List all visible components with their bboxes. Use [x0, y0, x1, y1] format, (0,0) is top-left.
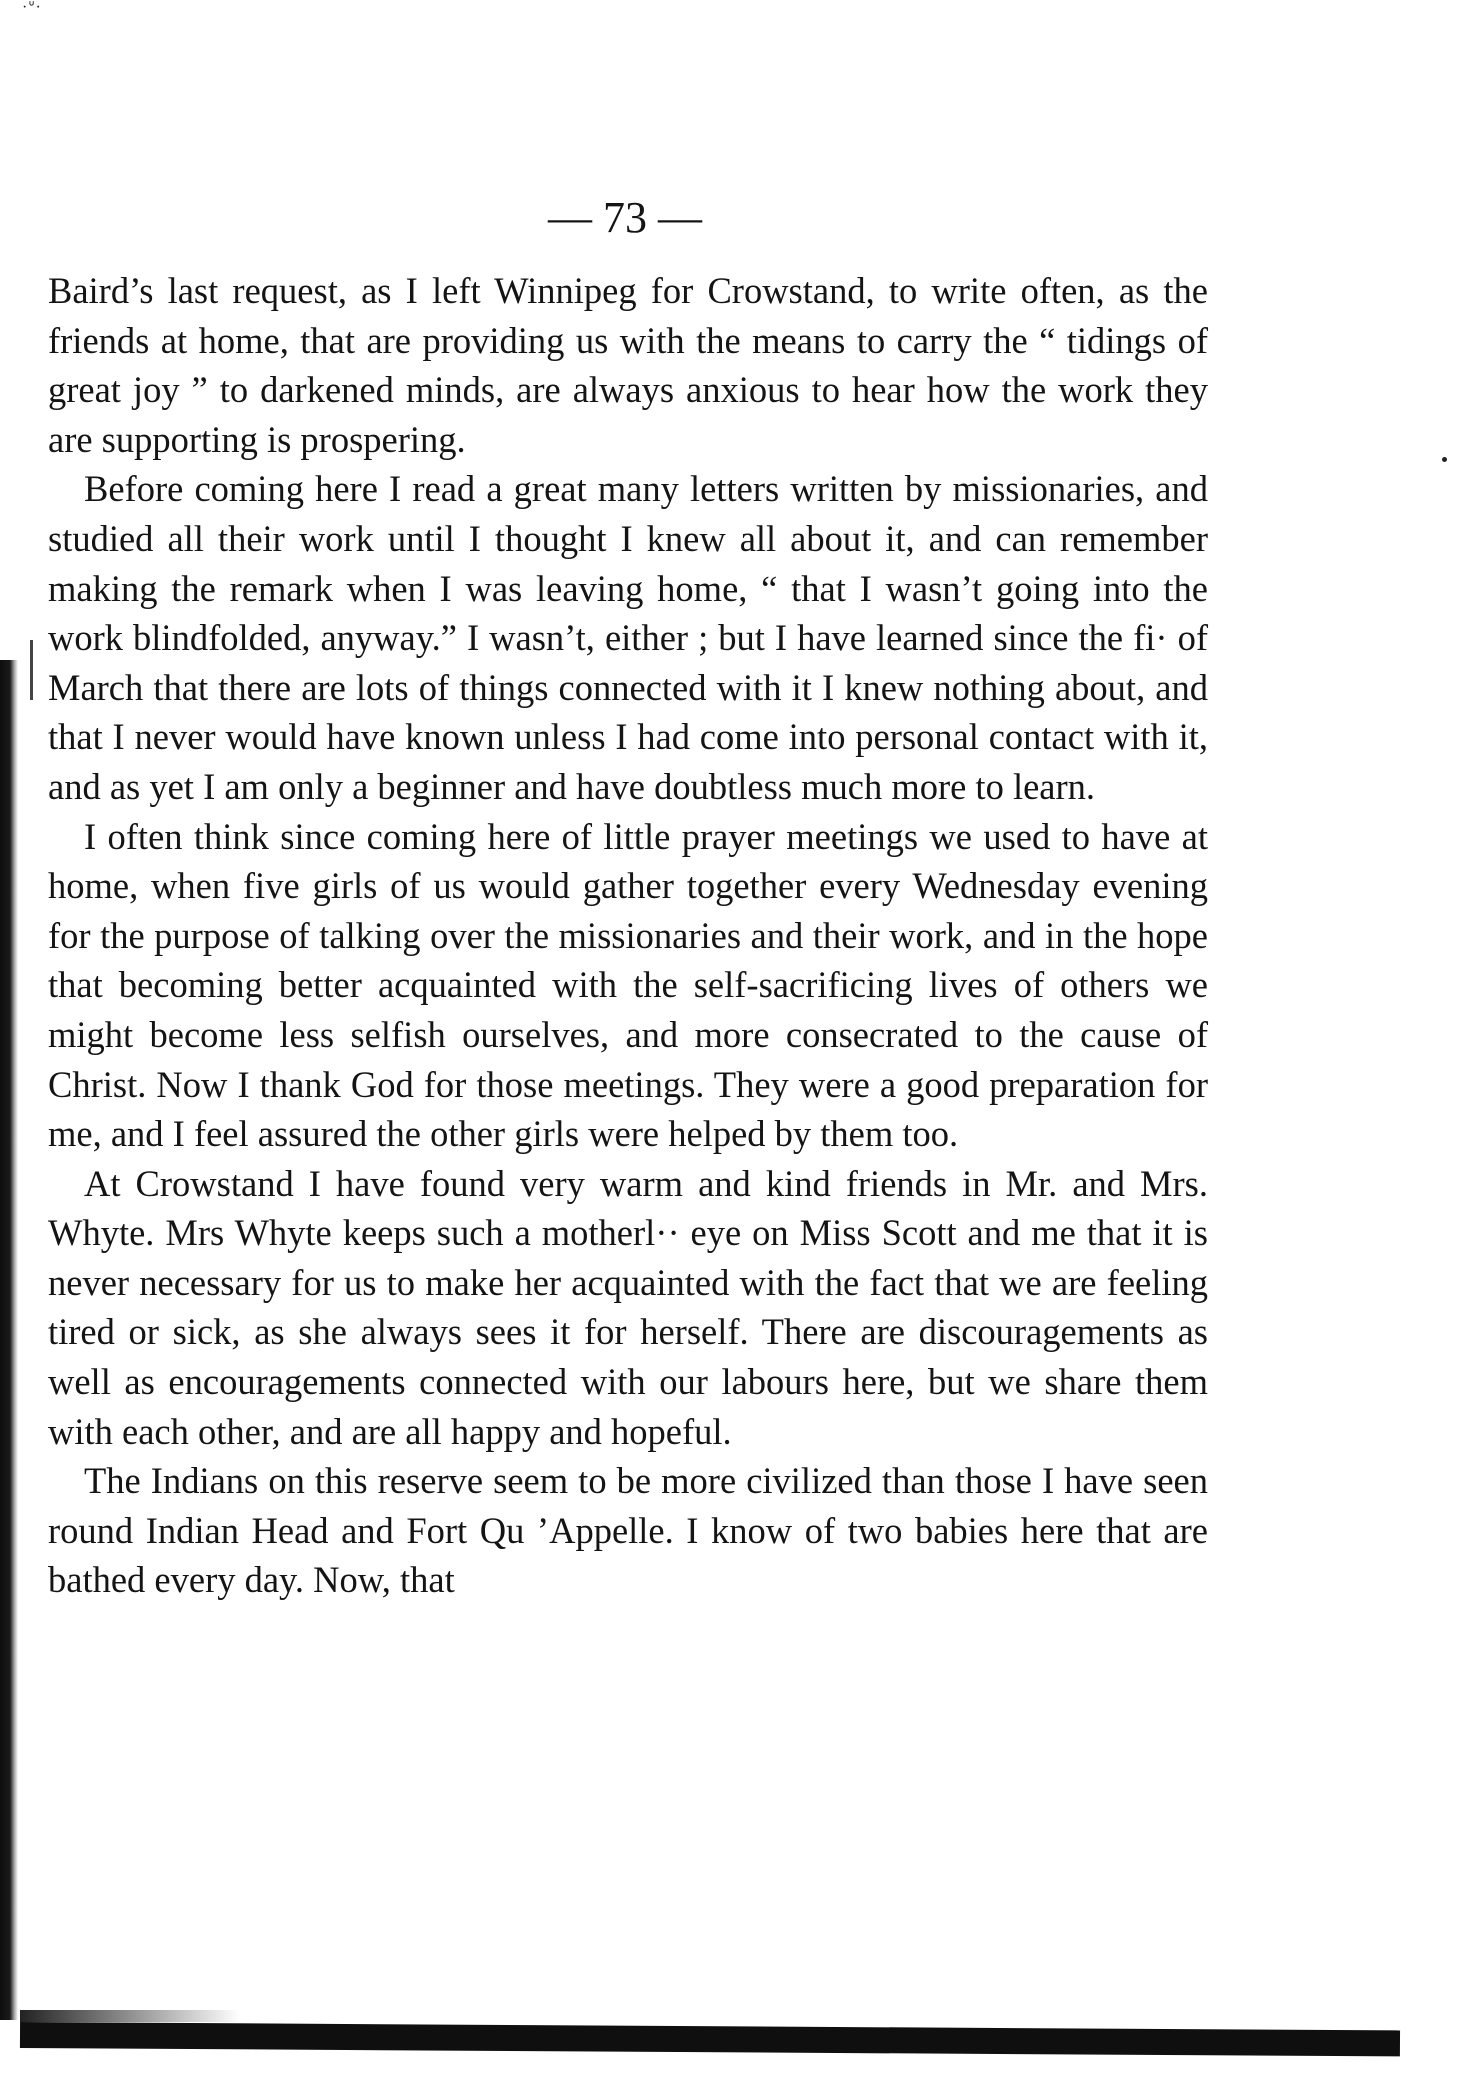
- page-bottom-edge: [20, 2022, 1400, 2056]
- paragraph: At Crowstand I have found very warm and kind friends in Mr. and Mrs. Whyte. Mrs Whyte keeps such a motherl·· eye on Miss Scott and me that it is never necessary for us to make her acquainted with the fact that we are feeling tired or sick, as she always sees it for herself. There are discouragements as well as encouragements connected with our labours here, but we share them with each other, and are all happy and hopeful.: [48, 1162, 1208, 1452]
- paragraph: Baird’s last request, as I left Winnipeg for Crowstand, to write often, as the friends at home, that are providing us with the means to carry the “ tidings of great joy ” to darkened minds, are always anxious to hear how the work they are supporting is prospering.: [48, 270, 1208, 460]
- paragraph: The Indians on this reserve seem to be more civilized than those I have seen round Indian Head and Fort Qu ’Appelle. I know of two babies here that are bathed every day. Now, that: [48, 1460, 1208, 1601]
- binding-mark: [30, 640, 33, 700]
- body-text: [48, 266, 1208, 1605]
- page-number: — 73 —: [548, 193, 702, 242]
- binding-shadow: [0, 660, 18, 2020]
- corner-mark: ·ᐡ·: [22, 0, 42, 16]
- ink-speck: [1442, 457, 1447, 462]
- paragraph: Before coming here I read a great many letters written by missionaries, and studied all their work until I thought I knew all about it, and can remember making the remark when I was leaving home, “ that I wasn’t going into the work blindfolded, anyway.” I wasn’t, either ; but I have learned since the fi· of March that there are lots of things connected with it I knew nothing about, and that I never would have known unless I had come into personal contact with it, and as yet I am only a beginner and have doubtless much more to learn.: [48, 468, 1208, 807]
- bottom-edge-fade: [20, 2010, 240, 2022]
- paragraph: I often think since coming here of little prayer meetings we used to have at home, when five girls of us would gather together every Wednesday evening for the purpose of talking over the missionaries and their work, and in the hope that becoming better acquainted with the self-sacrificing lives of others we might become less selfish ourselves, and more consecrated to the cause of Christ. Now I thank God for those meetings. They were a good preparation for me, and I feel assured the other girls were helped by them too.: [48, 815, 1208, 1155]
